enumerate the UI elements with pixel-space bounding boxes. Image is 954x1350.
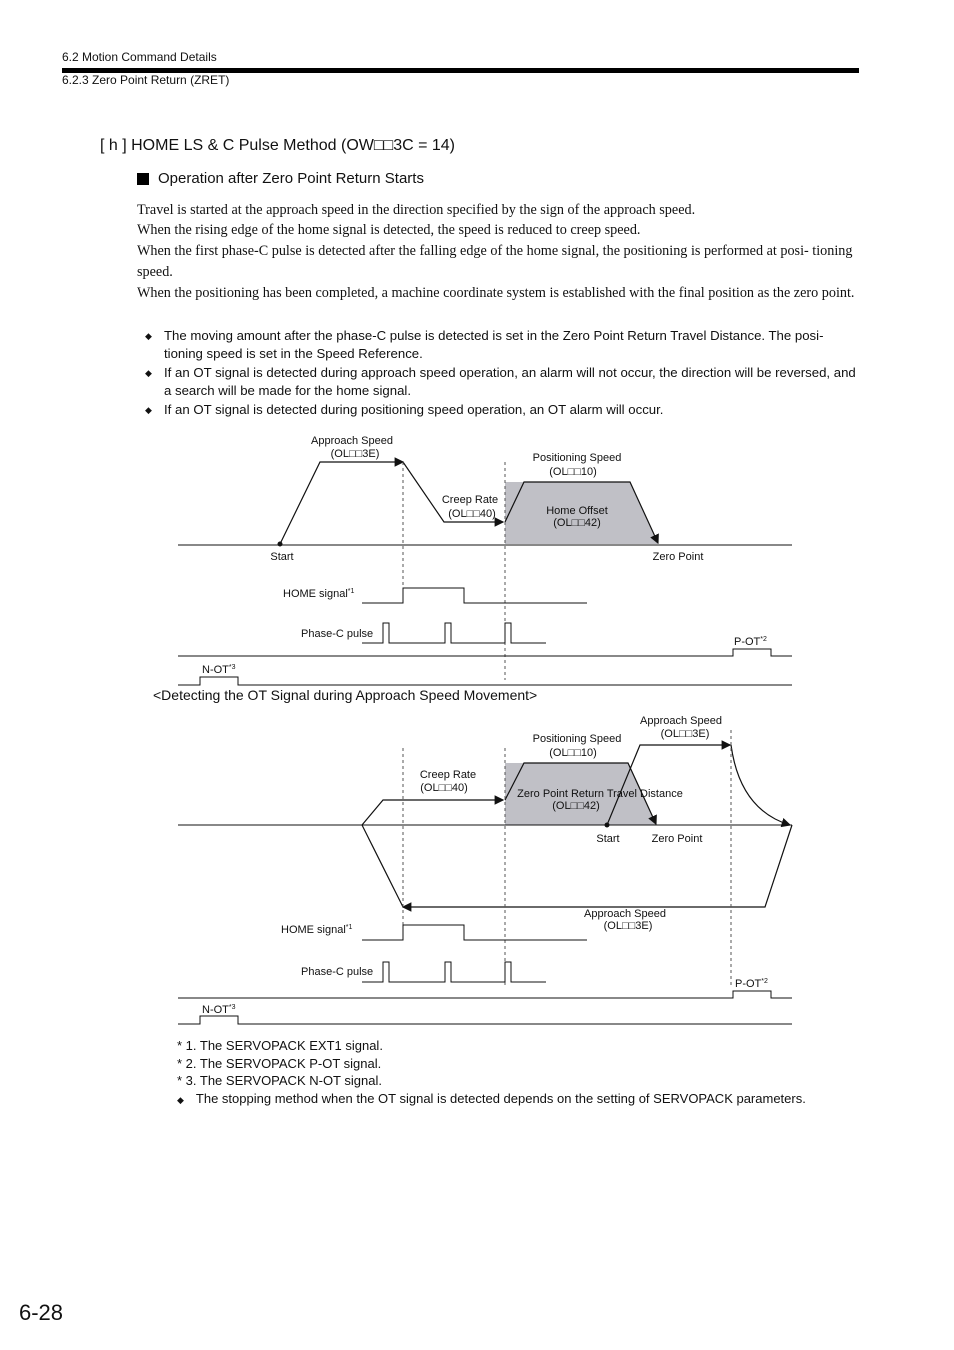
label-positioning-reg: (OL□□10) [549, 747, 597, 759]
list-item: ◆ If an OT signal is detected during positioning speed operation, an OT alarm will occur. [145, 402, 664, 417]
subsection-title-text: Operation after Zero Point Return Starts [158, 170, 424, 187]
label-positioning-reg: (OL□□10) [549, 466, 597, 478]
label-phase-c: Phase-C pulse [301, 966, 374, 978]
diamond-bullet-icon: ◆ [145, 405, 152, 415]
list-item: ◆ The moving amount after the phase-C pulse is detected is set in the Zero Point Return Travel Distance. The posi- tioning speed is set in the Speed Reference. [145, 328, 824, 361]
final-note: ◆ The stopping method when the OT signal is detected depends on the setting of SERVOPACK parameters. [177, 1091, 806, 1106]
label-approach-reg: (OL□□3E) [660, 728, 710, 740]
paragraph-3: When the first phase-C pulse is detected after the falling edge of the home signal, the positioning is performed at posi- tioning speed. [137, 243, 853, 280]
section-title: [ h ] HOME LS & C Pulse Method (OW□□3C = 14) [100, 137, 455, 154]
label-start: Start [596, 833, 620, 845]
page-number: 6-28 [19, 1300, 64, 1325]
label-n-ot: N-OT$^{*3}$ [202, 664, 236, 676]
paragraph-4: When the positioning has been completed, a machine coordinate system is established with the final position as the zero point. [137, 285, 855, 301]
paragraph-2: When the rising edge of the home signal is detected, the speed is reduced to creep speed. [137, 222, 641, 238]
phase-c-wave [362, 962, 546, 982]
footnotes [177, 1037, 383, 1090]
label-positioning-speed: Positioning Speed [532, 733, 622, 745]
label-creep-rate: Creep Rate [419, 769, 477, 781]
label-home-offset: Home Offset [546, 505, 608, 517]
label-creep-reg: (OL□□40) [420, 782, 468, 794]
label-zero-point: Zero Point [651, 833, 703, 845]
label-start: Start [270, 551, 294, 563]
label-approach-speed: Approach Speed [640, 715, 722, 727]
label-home-signal: HOME signal$^{*1}$ [281, 924, 353, 936]
label-home-signal: HOME signal$^{*1}$ [283, 588, 355, 600]
running-header-subsection: 6.2.3 Zero Point Return (ZRET) [62, 73, 230, 87]
footnote: * 1. The SERVOPACK EXT1 signal. [177, 1038, 383, 1053]
label-zero-point: Zero Point [652, 551, 704, 563]
label-phase-c: Phase-C pulse [301, 628, 374, 640]
creep-profile [362, 800, 503, 825]
diamond-bullet-icon: ◆ [145, 331, 152, 341]
diamond-bullet-icon: ◆ [177, 1095, 184, 1105]
footnote: * 2. The SERVOPACK P-OT signal. [177, 1055, 382, 1071]
reverse-decel [362, 825, 403, 907]
label-creep-reg: (OL□□40) [448, 508, 496, 520]
label-approach-speed: Approach Speed [311, 435, 393, 447]
p-ot-wave [178, 991, 792, 998]
n-ot-wave [178, 1016, 792, 1024]
home-signal-wave [362, 925, 587, 940]
label-p-ot: P-OT$^{*2}$ [734, 636, 767, 648]
label-approach-reg: (OL□□3E) [330, 448, 380, 460]
list-item: ◆ If an OT signal is detected during approach speed operation, an alarm will not occur, the direction will be reversed, and a search will be made for the home signal. [145, 365, 856, 398]
label-approach-reg-neg: (OL□□3E) [603, 920, 653, 932]
label-home-offset-reg: (OL□□42) [553, 517, 601, 529]
paragraph-1: Travel is started at the approach speed in the direction specified by the sign of the approach speed. [137, 202, 696, 218]
running-header-section: 6.2 Motion Command Details [62, 50, 217, 64]
label-p-ot: P-OT$^{*2}$ [735, 978, 768, 990]
label-positioning-speed: Positioning Speed [532, 452, 622, 464]
label-approach-speed-neg: Approach Speed [584, 908, 666, 920]
label-creep-rate: Creep Rate [441, 494, 499, 506]
label-n-ot: N-OT$^{*3}$ [202, 1004, 236, 1016]
footnote: * 3. The SERVOPACK N-OT signal. [177, 1073, 382, 1088]
diagram-2-caption: <Detecting the OT Signal during Approach Speed Movement> [153, 687, 538, 703]
label-travel-reg: (OL□□42) [552, 800, 600, 812]
decel-curve [731, 745, 790, 825]
label-travel-distance: Zero Point Return Travel Distance [517, 788, 683, 800]
diamond-bullet-icon: ◆ [145, 368, 152, 378]
